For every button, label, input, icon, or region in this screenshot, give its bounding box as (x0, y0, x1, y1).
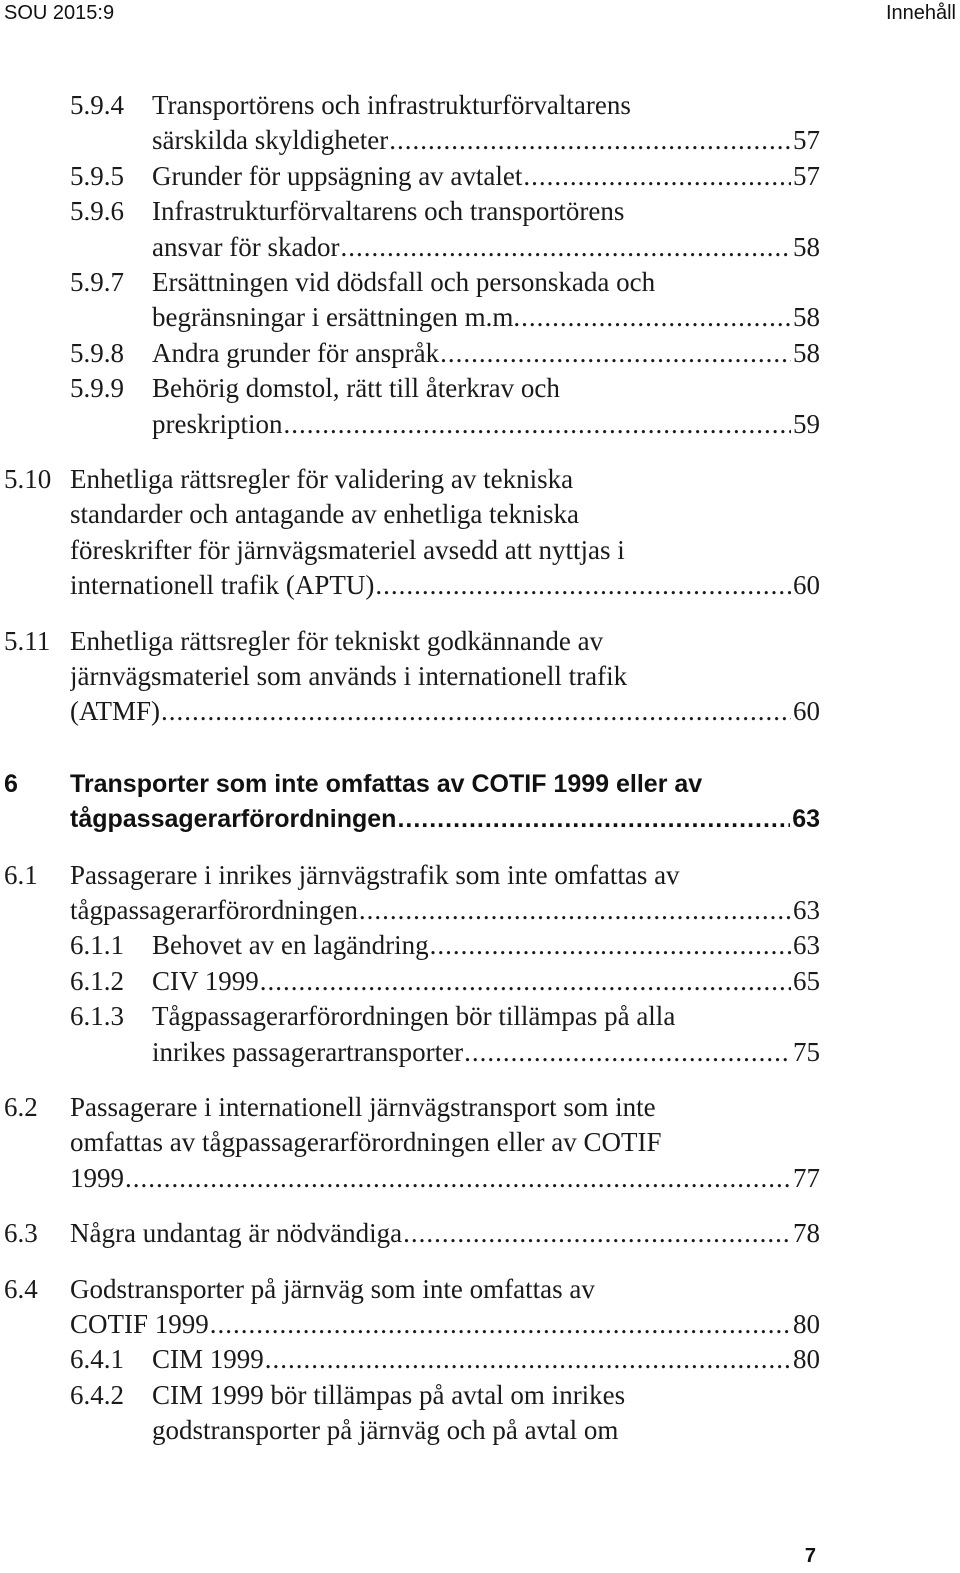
toc-entry-title: CIM 1999 (152, 1344, 264, 1374)
toc-entry-title: Andra grunder för anspråk (152, 338, 440, 368)
toc-entry-page: 60 (793, 696, 820, 726)
toc-entry-page: 57 (793, 161, 820, 191)
toc-entry-title: 1999 (70, 1163, 124, 1193)
toc-entry-page: 77 (793, 1163, 820, 1193)
toc-entry-line[interactable] (0, 496, 820, 532)
toc-entry-number: 6.1.1 (70, 930, 124, 960)
toc-entry-line[interactable] (0, 1306, 820, 1342)
toc-entry-title: Passagerare i internationell järnvägstransport som inte (70, 1092, 656, 1122)
toc-entry-line[interactable] (0, 1215, 820, 1251)
toc-entry-title: CIM 1999 bör tillämpas på avtal om inrikes (152, 1380, 626, 1410)
toc-entry-line[interactable] (0, 766, 820, 802)
toc-entry-line[interactable] (0, 1377, 820, 1413)
dot-leader (520, 299, 791, 335)
toc-entry-title: ansvar för skador (152, 232, 340, 262)
toc-entry-number: 6.4.1 (70, 1344, 124, 1374)
toc-entry-line[interactable] (0, 963, 820, 999)
dot-leader (339, 229, 791, 265)
toc-entry-line[interactable] (0, 1271, 820, 1307)
toc-entry-title: Behovet av en lagändring (152, 930, 429, 960)
toc-entry-line[interactable] (0, 299, 820, 335)
dot-leader (358, 892, 791, 928)
toc-entry-title: föreskrifter för järnvägsmateriel avsedd att nyttjas i (70, 535, 625, 565)
toc-entry-page: 58 (793, 302, 820, 332)
toc-entry-line[interactable] (0, 406, 820, 442)
toc-entry-number: 5.11 (4, 626, 51, 656)
toc-entry-title: (ATMF) (70, 696, 161, 726)
toc-entry-title: Ersättningen vid dödsfall och personskada och (152, 267, 656, 297)
toc-entry-line[interactable] (0, 1412, 820, 1448)
toc-entry-title: Grunder för uppsägning av avtalet (152, 161, 523, 191)
toc-entry-number: 6.3 (4, 1218, 38, 1248)
toc-entry-title: tågpassagerarförordningen (70, 805, 397, 833)
toc-entry-title: Transportörens och infrastrukturförvaltarens (152, 90, 631, 120)
toc-entry-line[interactable] (0, 1124, 820, 1160)
toc-entry-line[interactable] (0, 158, 820, 194)
dot-leader (522, 158, 791, 194)
toc-entry-title: särskilda skyldigheter (152, 125, 389, 155)
toc-entry-title: järnvägsmateriel som används i internationell trafik (70, 661, 628, 691)
dot-leader (402, 1215, 791, 1251)
toc-entry-line[interactable] (0, 532, 820, 568)
toc-entry-number: 6.1 (4, 860, 38, 890)
toc-entry-line[interactable] (0, 1089, 820, 1125)
dot-leader (388, 122, 791, 158)
toc-entry-title: tågpassagerarförordningen (70, 895, 358, 925)
toc-entry-title: CIV 1999 (152, 966, 259, 996)
dot-leader (282, 406, 791, 442)
dot-leader (160, 693, 791, 729)
toc-entry-title: Några undantag är nödvändiga (70, 1218, 403, 1248)
dot-leader (259, 963, 791, 999)
toc-entry-page: 58 (793, 338, 820, 368)
toc-entry-title: standarder och antagande av enhetliga tekniska (70, 499, 580, 529)
dot-leader (374, 567, 791, 603)
toc-entry-title: godstransporter på järnväg och på avtal om (152, 1415, 619, 1445)
toc-entry-title: Enhetliga rättsregler för validering av tekniska (70, 464, 574, 494)
toc-entry-line[interactable] (0, 623, 820, 659)
dot-leader (439, 335, 791, 371)
toc-entry-page: 80 (793, 1309, 820, 1339)
toc-entry-line[interactable] (0, 1034, 820, 1070)
toc-entry-title: preskription (152, 409, 283, 439)
toc-entry-number: 6.4 (4, 1274, 38, 1304)
toc-entry-page: 75 (793, 1037, 820, 1067)
toc-entry-line[interactable] (0, 892, 820, 928)
toc-entry-line[interactable] (0, 87, 820, 123)
toc-entry-line[interactable] (0, 693, 820, 729)
toc-entry-line[interactable] (0, 122, 820, 158)
toc-entry-page: 63 (792, 805, 820, 833)
toc-entry-page: 58 (793, 232, 820, 262)
toc-entry-line[interactable] (0, 335, 820, 371)
dot-leader (124, 1160, 791, 1196)
toc-entry-number: 5.9.8 (70, 338, 124, 368)
dot-leader (396, 801, 790, 837)
toc-entry-line[interactable] (0, 658, 820, 694)
toc-entry-number: 5.9.9 (70, 373, 124, 403)
running-header-right: Innehåll (885, 2, 956, 24)
toc-entry-line[interactable] (0, 857, 820, 893)
toc-entry-line[interactable] (0, 1341, 820, 1377)
page-number: 7 (804, 1545, 816, 1567)
toc-entry-page: 65 (793, 966, 820, 996)
toc-entry-number: 6 (4, 770, 18, 798)
toc-entry-title: COTIF 1999 (70, 1309, 209, 1339)
toc-entry-title: Behörig domstol, rätt till återkrav och (152, 373, 560, 403)
toc-entry-page: 59 (793, 409, 820, 439)
toc-entry-title: Enhetliga rättsregler för tekniskt godkännande av (70, 626, 604, 656)
toc-entry-number: 6.1.2 (70, 966, 124, 996)
dot-leader (429, 927, 791, 963)
toc-entry-title: Tågpassagerarförordningen bör tillämpas på alla (152, 1001, 676, 1031)
toc-entry-number: 5.9.6 (70, 196, 124, 226)
toc-entry-line[interactable] (0, 193, 820, 229)
toc-entry-number: 5.9.7 (70, 267, 124, 297)
toc-entry-number: 6.1.3 (70, 1001, 124, 1031)
toc-entry-page: 80 (793, 1344, 820, 1374)
toc-entry-line[interactable] (0, 461, 820, 497)
toc-entry-line[interactable] (0, 229, 820, 265)
toc-entry-title: Infrastrukturförvaltarens och transportörens (152, 196, 625, 226)
toc-entry-page: 78 (793, 1218, 820, 1248)
toc-entry-number: 6.2 (4, 1092, 38, 1122)
running-header-left: SOU 2015:9 (4, 2, 115, 24)
toc-entry-line[interactable] (0, 370, 820, 406)
toc-entry-line[interactable] (0, 927, 820, 963)
toc-entry-line[interactable] (0, 998, 820, 1034)
toc-entry-title: internationell trafik (APTU) (70, 570, 375, 600)
toc-entry-number: 6.4.2 (70, 1380, 124, 1410)
dot-leader (463, 1034, 791, 1070)
toc-entry-title: begränsningar i ersättningen m.m. (152, 302, 521, 332)
toc-entry-page: 60 (793, 570, 820, 600)
toc-entry-line[interactable] (0, 1160, 820, 1196)
toc-entry-line[interactable] (0, 567, 820, 603)
toc-entry-title: omfattas av tågpassagerarförordningen eller av COTIF (70, 1127, 662, 1157)
toc-entry-page: 63 (793, 930, 820, 960)
dot-leader (209, 1306, 791, 1342)
toc-entry-number: 5.9.5 (70, 161, 124, 191)
toc-entry-line[interactable] (0, 801, 820, 837)
toc-entry-number: 5.9.4 (70, 90, 124, 120)
toc-entry-title: Transporter som inte omfattas av COTIF 1999 eller av (70, 770, 703, 798)
toc-entry-page: 57 (793, 125, 820, 155)
toc-entry-page: 63 (793, 895, 820, 925)
toc-entry-line[interactable] (0, 264, 820, 300)
toc-entry-title: Godstransporter på järnväg som inte omfattas av (70, 1274, 595, 1304)
dot-leader (264, 1341, 791, 1377)
toc-entry-title: Passagerare i inrikes järnvägstrafik som inte omfattas av (70, 860, 680, 890)
toc-entry-number: 5.10 (4, 464, 52, 494)
toc-entry-title: inrikes passagerartransporter (152, 1037, 464, 1067)
